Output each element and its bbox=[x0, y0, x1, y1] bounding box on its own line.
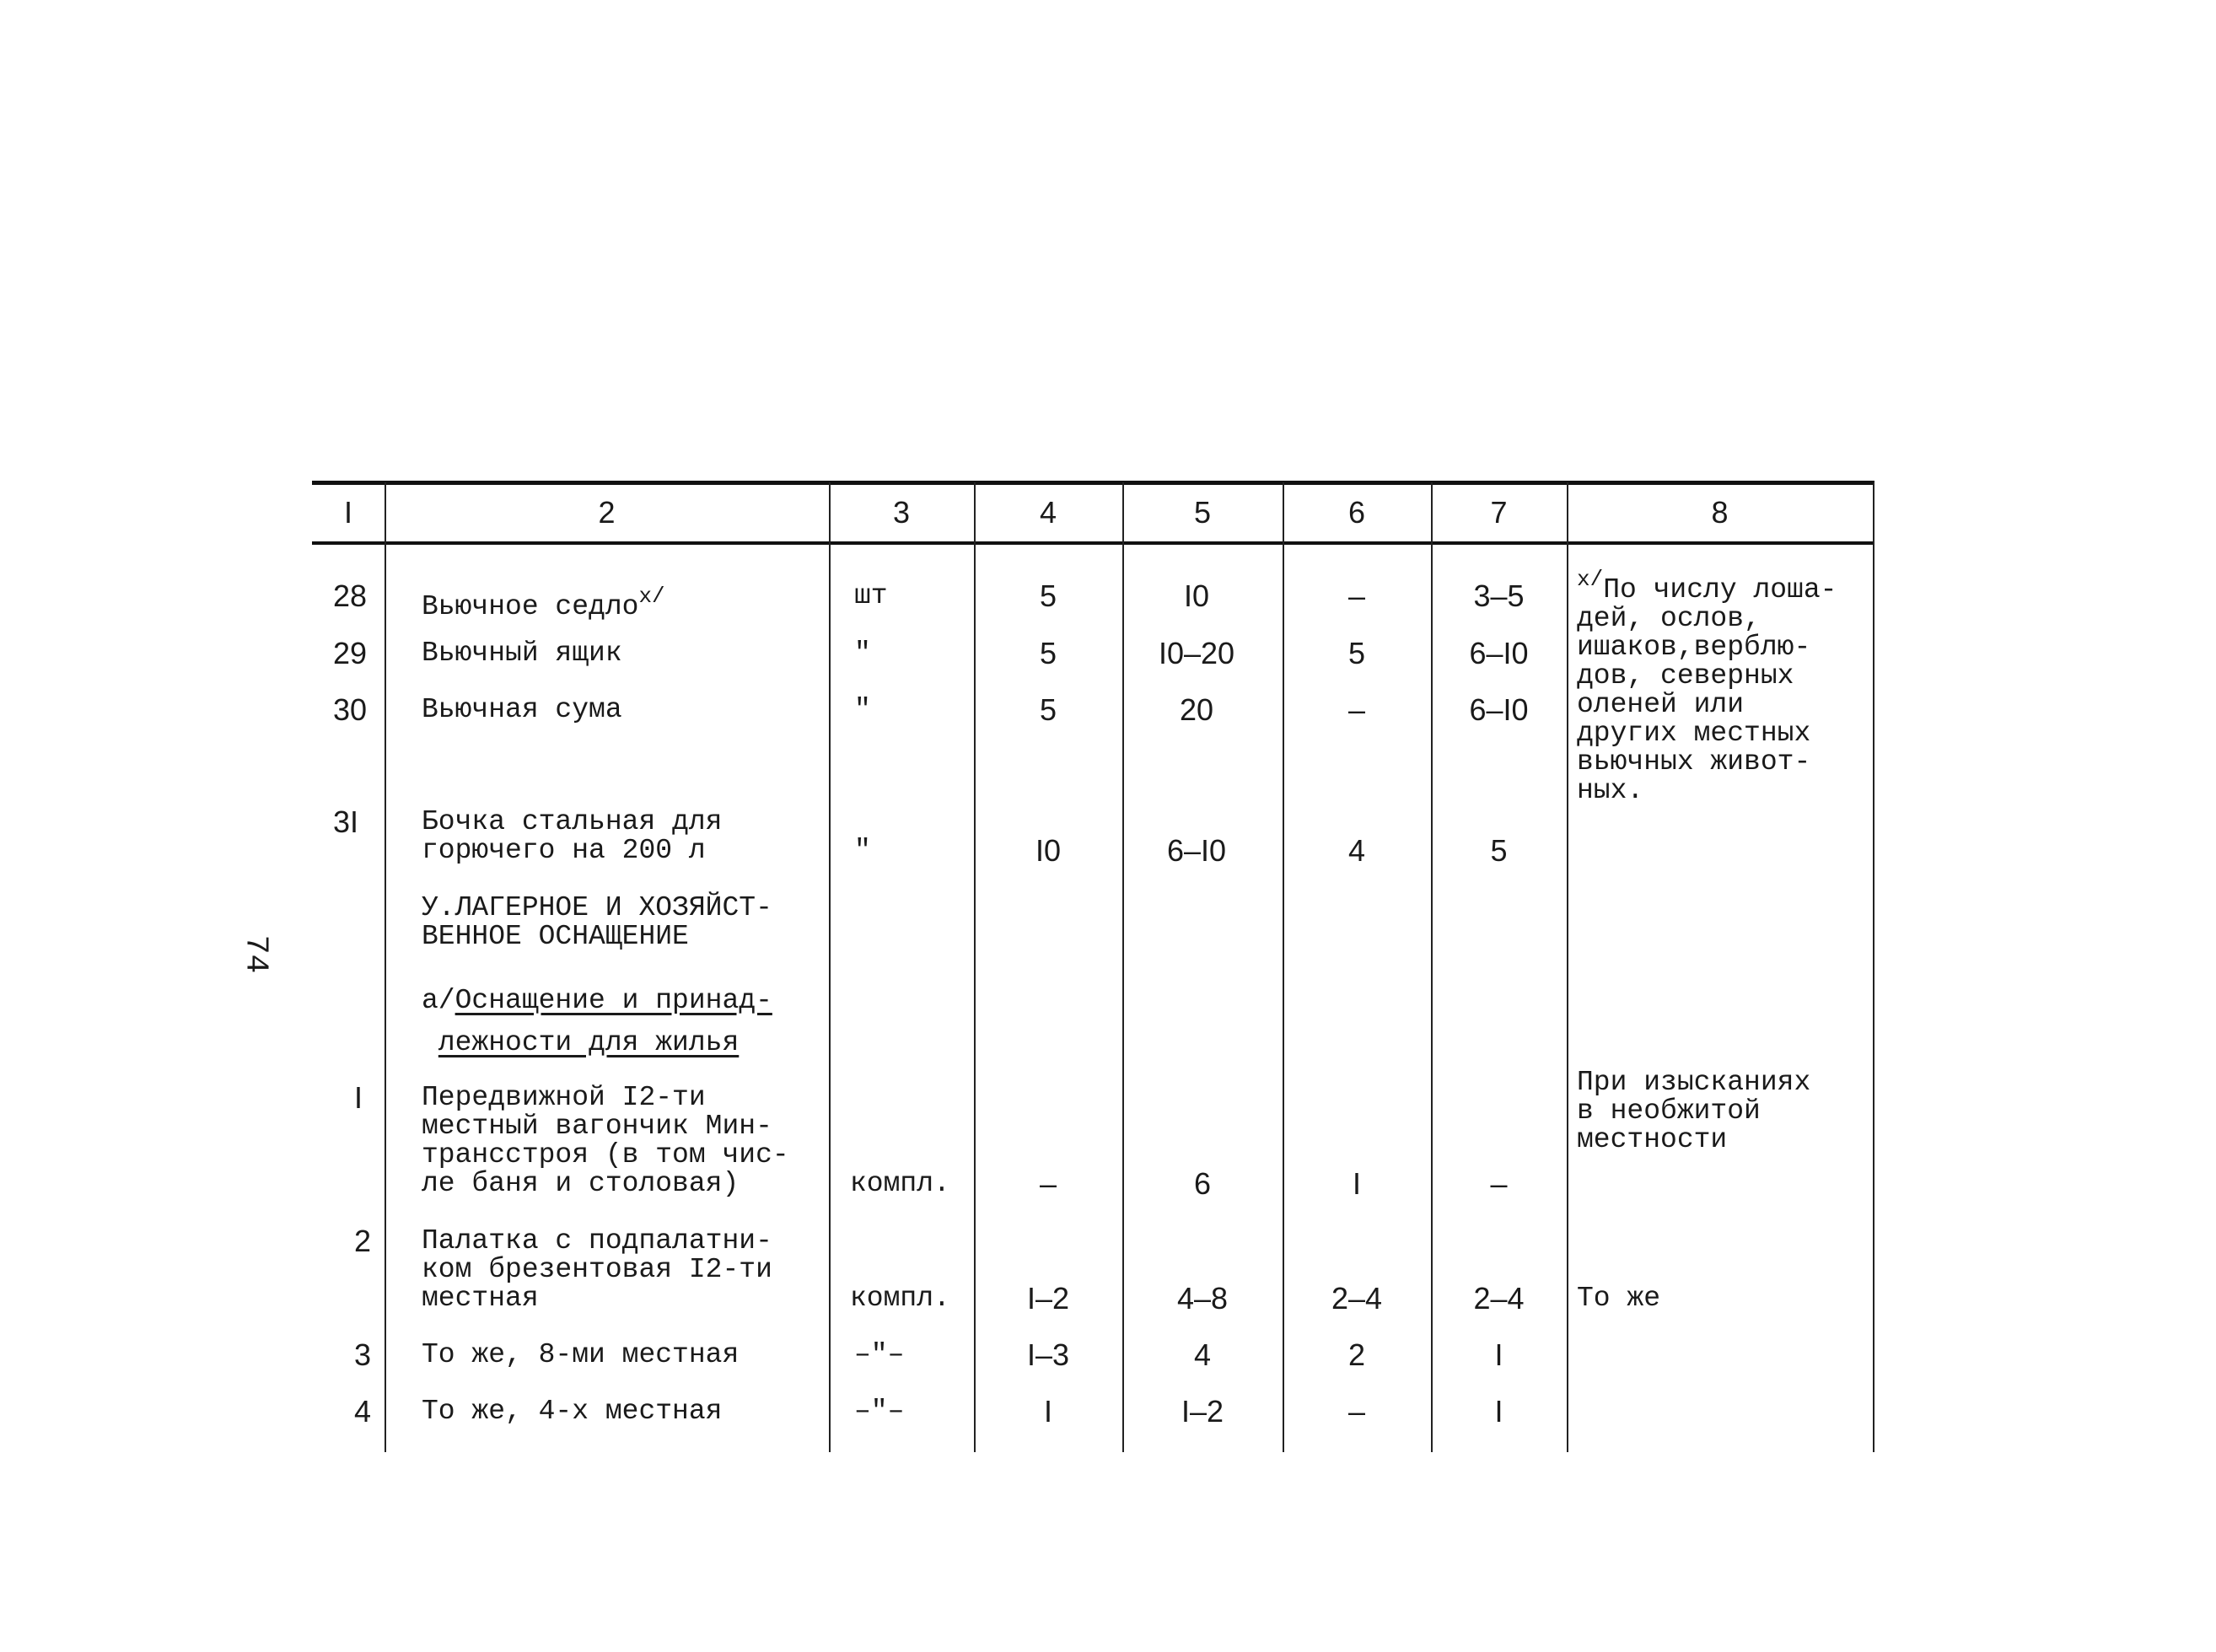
row-number: 2 bbox=[354, 1224, 372, 1258]
value-col5: 6 bbox=[1193, 1166, 1212, 1201]
value-col7: I bbox=[1494, 1337, 1503, 1372]
item-name-line: местный вагончик Мин- bbox=[422, 1111, 772, 1142]
page-number: 74 bbox=[237, 934, 274, 974]
value-col6: 5 bbox=[1347, 636, 1366, 670]
item-name: Вьючная сума bbox=[422, 694, 622, 725]
value-col6: 2–4 bbox=[1331, 1281, 1383, 1316]
column-divider bbox=[1873, 482, 1874, 1452]
column-header: 3 bbox=[892, 495, 911, 530]
footnote-note-line: дов, северных bbox=[1577, 660, 1794, 691]
value-col4: – bbox=[1039, 1166, 1057, 1201]
row-number: I bbox=[354, 1080, 363, 1115]
value-col7: 3–5 bbox=[1473, 578, 1525, 613]
unit: компл. bbox=[850, 1168, 950, 1199]
value-col7: 6–I0 bbox=[1469, 636, 1529, 670]
item-name-line: ком брезентовая I2-ти bbox=[422, 1254, 772, 1285]
value-col5: 6–I0 bbox=[1166, 833, 1227, 868]
unit: –"– bbox=[854, 1396, 905, 1427]
row-number: 29 bbox=[333, 636, 368, 670]
footnote-note-line: дей, ослов, bbox=[1577, 603, 1761, 634]
item-note-line: При изысканиях bbox=[1577, 1067, 1811, 1098]
subsection-line: лежности для жилья bbox=[438, 1027, 740, 1058]
section-heading-line: У.ЛАГЕРНОЕ И ХОЗЯЙСТ- bbox=[422, 892, 772, 923]
section-heading bbox=[422, 894, 772, 951]
column-header: 5 bbox=[1193, 495, 1212, 530]
column-header: 8 bbox=[1711, 495, 1729, 530]
row-number: 3I bbox=[333, 804, 359, 839]
unit: " bbox=[854, 694, 871, 725]
row-number: 30 bbox=[333, 692, 368, 727]
item-name-line: Бочка стальная для bbox=[422, 806, 723, 837]
specification-table bbox=[312, 481, 1874, 1459]
item-name-line: Палатка с подпалатни- bbox=[422, 1225, 772, 1256]
item-name-line: трансстроя (в том чис- bbox=[422, 1139, 789, 1170]
unit: " bbox=[854, 638, 871, 669]
value-col6: – bbox=[1347, 1394, 1366, 1429]
value-col4: I bbox=[1043, 1394, 1052, 1429]
column-header: 2 bbox=[598, 495, 616, 530]
item-name-line: местная bbox=[422, 1283, 539, 1314]
value-col4: I–3 bbox=[1026, 1337, 1070, 1372]
column-divider bbox=[1567, 482, 1568, 1452]
item-name bbox=[422, 1227, 772, 1313]
value-col4: I–2 bbox=[1026, 1281, 1070, 1316]
footnote-note bbox=[1577, 565, 1872, 805]
value-col5: 4–8 bbox=[1176, 1281, 1229, 1316]
value-col5: I0–20 bbox=[1158, 636, 1235, 670]
footnote-note-line: оленей или bbox=[1577, 689, 1745, 720]
column-header: 6 bbox=[1347, 495, 1366, 530]
item-name bbox=[422, 808, 722, 865]
item-note-line: местности bbox=[1577, 1124, 1728, 1155]
item-name bbox=[422, 582, 665, 622]
item-name-line: ле баня и столовая) bbox=[422, 1168, 740, 1199]
unit: шт bbox=[854, 580, 888, 611]
unit: компл. bbox=[850, 1283, 950, 1314]
row-number: 3 bbox=[354, 1337, 372, 1372]
unit: " bbox=[854, 835, 871, 866]
value-col7: 2–4 bbox=[1473, 1281, 1525, 1316]
table-top-rule bbox=[312, 481, 1874, 485]
row-number: 4 bbox=[354, 1394, 372, 1429]
value-col5: 4 bbox=[1193, 1337, 1212, 1372]
value-col6: 2 bbox=[1347, 1337, 1366, 1372]
value-col6: 4 bbox=[1347, 833, 1366, 868]
value-col7: 6–I0 bbox=[1469, 692, 1529, 727]
value-col4: 5 bbox=[1039, 578, 1057, 613]
column-header: 4 bbox=[1039, 495, 1057, 530]
row-number: 28 bbox=[333, 578, 368, 613]
value-col6: – bbox=[1347, 692, 1366, 727]
item-name bbox=[422, 1084, 789, 1198]
header-bottom-rule bbox=[312, 541, 1874, 545]
footnote-note-line: других местных bbox=[1577, 718, 1811, 749]
item-note: То же bbox=[1577, 1283, 1661, 1314]
footnote-mark: x/ bbox=[638, 584, 665, 609]
item-name: То же, 4-х местная bbox=[422, 1396, 723, 1427]
value-col7: 5 bbox=[1490, 833, 1508, 868]
item-name: То же, 8-ми местная bbox=[422, 1339, 740, 1370]
item-name-line: Передвижной I2-ти bbox=[422, 1082, 706, 1113]
subsection-line: Оснащение и принад- bbox=[454, 985, 772, 1016]
item-note-line: в необжитой bbox=[1577, 1095, 1761, 1127]
value-col7: I bbox=[1494, 1394, 1503, 1429]
section-heading-line: ВЕННОЕ ОСНАЩЕНИЕ bbox=[422, 921, 689, 952]
value-col6: I bbox=[1352, 1166, 1361, 1201]
subsection-heading bbox=[422, 980, 772, 1064]
value-col4: 5 bbox=[1039, 692, 1057, 727]
column-divider bbox=[385, 482, 386, 1452]
column-header: 7 bbox=[1490, 495, 1508, 530]
value-col7: – bbox=[1490, 1166, 1508, 1201]
footnote-note-line: ных. bbox=[1577, 775, 1644, 806]
value-col5: I–2 bbox=[1181, 1394, 1224, 1429]
unit: –"– bbox=[854, 1339, 905, 1370]
item-name-text: Вьючное седло bbox=[422, 591, 639, 622]
footnote-note-line: ишаков,верблю- bbox=[1577, 632, 1811, 663]
value-col6: – bbox=[1347, 578, 1366, 613]
footnote-note-line: вьючных живот- bbox=[1577, 746, 1811, 778]
item-note bbox=[1577, 1068, 1810, 1154]
item-name: Вьючный ящик bbox=[422, 638, 622, 669]
column-header: I bbox=[343, 495, 352, 530]
footnote-note-mark: x/ bbox=[1577, 567, 1604, 592]
value-col4: 5 bbox=[1039, 636, 1057, 670]
footnote-note-line: По числу лоша- bbox=[1603, 574, 1837, 605]
value-col5: I0 bbox=[1183, 578, 1210, 613]
column-divider bbox=[829, 482, 831, 1452]
item-name-line: горючего на 200 л bbox=[422, 835, 706, 866]
value-col5: 20 bbox=[1179, 692, 1214, 727]
subsection-prefix: а/ bbox=[422, 985, 455, 1016]
value-col4: I0 bbox=[1035, 833, 1062, 868]
